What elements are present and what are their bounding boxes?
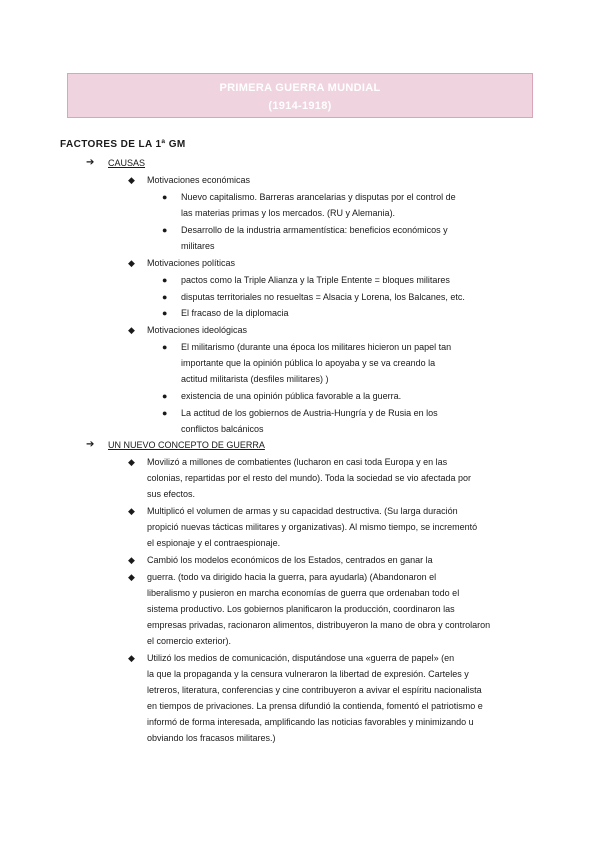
concepto-p4-l3: sistema productivo. Los gobiernos planificaron la producción, coordinaron las <box>147 604 455 614</box>
economicas-b2-l1: Desarrollo de la industria armamentística: beneficios económicos y <box>181 225 448 235</box>
politicas-b1: pactos como la Triple Alianza y la Triple Entente = bloques militares <box>181 275 450 285</box>
economicas-b1-l1: Nuevo capitalismo. Barreras arancelarias y disputas por el control de <box>181 192 456 202</box>
diamond-icon: ◆ <box>128 325 135 335</box>
diamond-icon: ◆ <box>128 175 135 185</box>
concepto-p5-l6: obviando los fracasos militares.) <box>147 733 276 743</box>
concepto-p2-l1: Multiplicó el volumen de armas y su capacidad destructiva. (Su larga duración <box>147 506 458 516</box>
concepto-p1-l1: Movilizó a millones de combatientes (lucharon en casi toda Europa y en las <box>147 457 448 467</box>
politicas-b3: El fracaso de la diplomacia <box>181 308 289 318</box>
economicas-b2-l2: militares <box>181 241 215 251</box>
title-line-2: (1914-1918) <box>268 100 332 112</box>
concepto-p4-l5: el comercio exterior). <box>147 636 232 646</box>
politicas-b2: disputas territoriales no resueltas = Alsacia y Lorena, los Balcanes, etc. <box>181 292 465 302</box>
concepto-p4-l1: guerra. (todo va dirigido hacia la guerra, para ayudarla) (Abandonaron el <box>147 572 437 582</box>
concepto-p5-l5: informó de forma interesada, amplificando las noticias favorables y minimizando u <box>147 717 474 727</box>
diamond-icon: ◆ <box>128 506 135 516</box>
economicas-label: Motivaciones económicas <box>147 175 251 185</box>
diamond-icon: ◆ <box>128 457 135 467</box>
bullet-icon: ● <box>162 408 168 418</box>
arrow-icon: ➔ <box>86 439 95 450</box>
ideologicas-b1-l1: El militarismo (durante una época los militares hicieron un papel tan <box>181 342 452 352</box>
concepto-p4-l4: empresas privadas, racionaron alimentos, distribuyeron la mano de obra y controlaron <box>147 620 491 630</box>
concepto-p2-l2: propició nuevas tácticas militares y organizativas). Al mismo tiempo, se incrementó <box>147 522 478 532</box>
concepto-p1-l2: colonias, repartidas por el resto del mundo). Toda la sociedad se vio afectada por <box>147 473 472 483</box>
title-line-1: PRIMERA GUERRA MUNDIAL <box>219 82 381 94</box>
diamond-icon: ◆ <box>128 258 135 268</box>
economicas-b1-l2: las materias primas y los mercados. (RU y Alemania). <box>181 208 396 218</box>
bullet-icon: ● <box>162 308 168 318</box>
concepto-p3: Cambió los modelos económicos de los Estados, centrados en ganar la <box>147 555 433 565</box>
section-heading: FACTORES DE LA 1ª GM <box>60 139 186 150</box>
bullet-icon: ● <box>162 275 168 285</box>
concepto-p1-l3: sus efectos. <box>147 489 196 499</box>
diamond-icon: ◆ <box>128 653 135 663</box>
concepto-p5-l1: Utilizó los medios de comunicación, disputándose una «guerra de papel» (en <box>147 653 455 663</box>
ideologicas-b3-l2: conflictos balcánicos <box>181 424 264 434</box>
concepto-p4-l2: liberalismo y pusieron en marcha economías de guerra que ordenaban todo el <box>147 588 460 598</box>
politicas-label: Motivaciones políticas <box>147 258 236 268</box>
bullet-icon: ● <box>162 391 168 401</box>
concepto-label: UN NUEVO CONCEPTO DE GUERRA <box>108 440 265 450</box>
title-box <box>67 73 533 118</box>
ideologicas-b1-l2: importante que la opinión pública lo apoyaba y se va creando la <box>181 358 436 368</box>
bullet-icon: ● <box>162 192 168 202</box>
diamond-icon: ◆ <box>128 555 135 565</box>
bullet-icon: ● <box>162 225 168 235</box>
concepto-p5-l4: en tiempos de privaciones. La prensa difundió la contienda, fomentó el patriotismo e <box>147 701 483 711</box>
concepto-p5-l3: letreros, literatura, conferencias y cine contribuyeron a avivar el espíritu nacionalista <box>147 685 482 695</box>
concepto-p2-l3: el espionaje y el contraespionaje. <box>147 538 281 548</box>
arrow-icon: ➔ <box>86 157 95 168</box>
ideologicas-b2: existencia de una opinión pública favorable a la guerra. <box>181 391 402 401</box>
bullet-icon: ● <box>162 342 168 352</box>
bullet-icon: ● <box>162 292 168 302</box>
ideologicas-b3-l1: La actitud de los gobiernos de Austria-Hungría y de Rusia en los <box>181 408 438 418</box>
ideologicas-label: Motivaciones ideológicas <box>147 325 248 335</box>
causas-label: CAUSAS <box>108 158 146 168</box>
concepto-p5-l2: la que la propaganda y la censura vulneraron la libertad de expresión. Carteles y <box>147 669 469 679</box>
diamond-icon: ◆ <box>128 572 135 582</box>
ideologicas-b1-l3: actitud militarista (desfiles militares) ) <box>181 374 329 384</box>
